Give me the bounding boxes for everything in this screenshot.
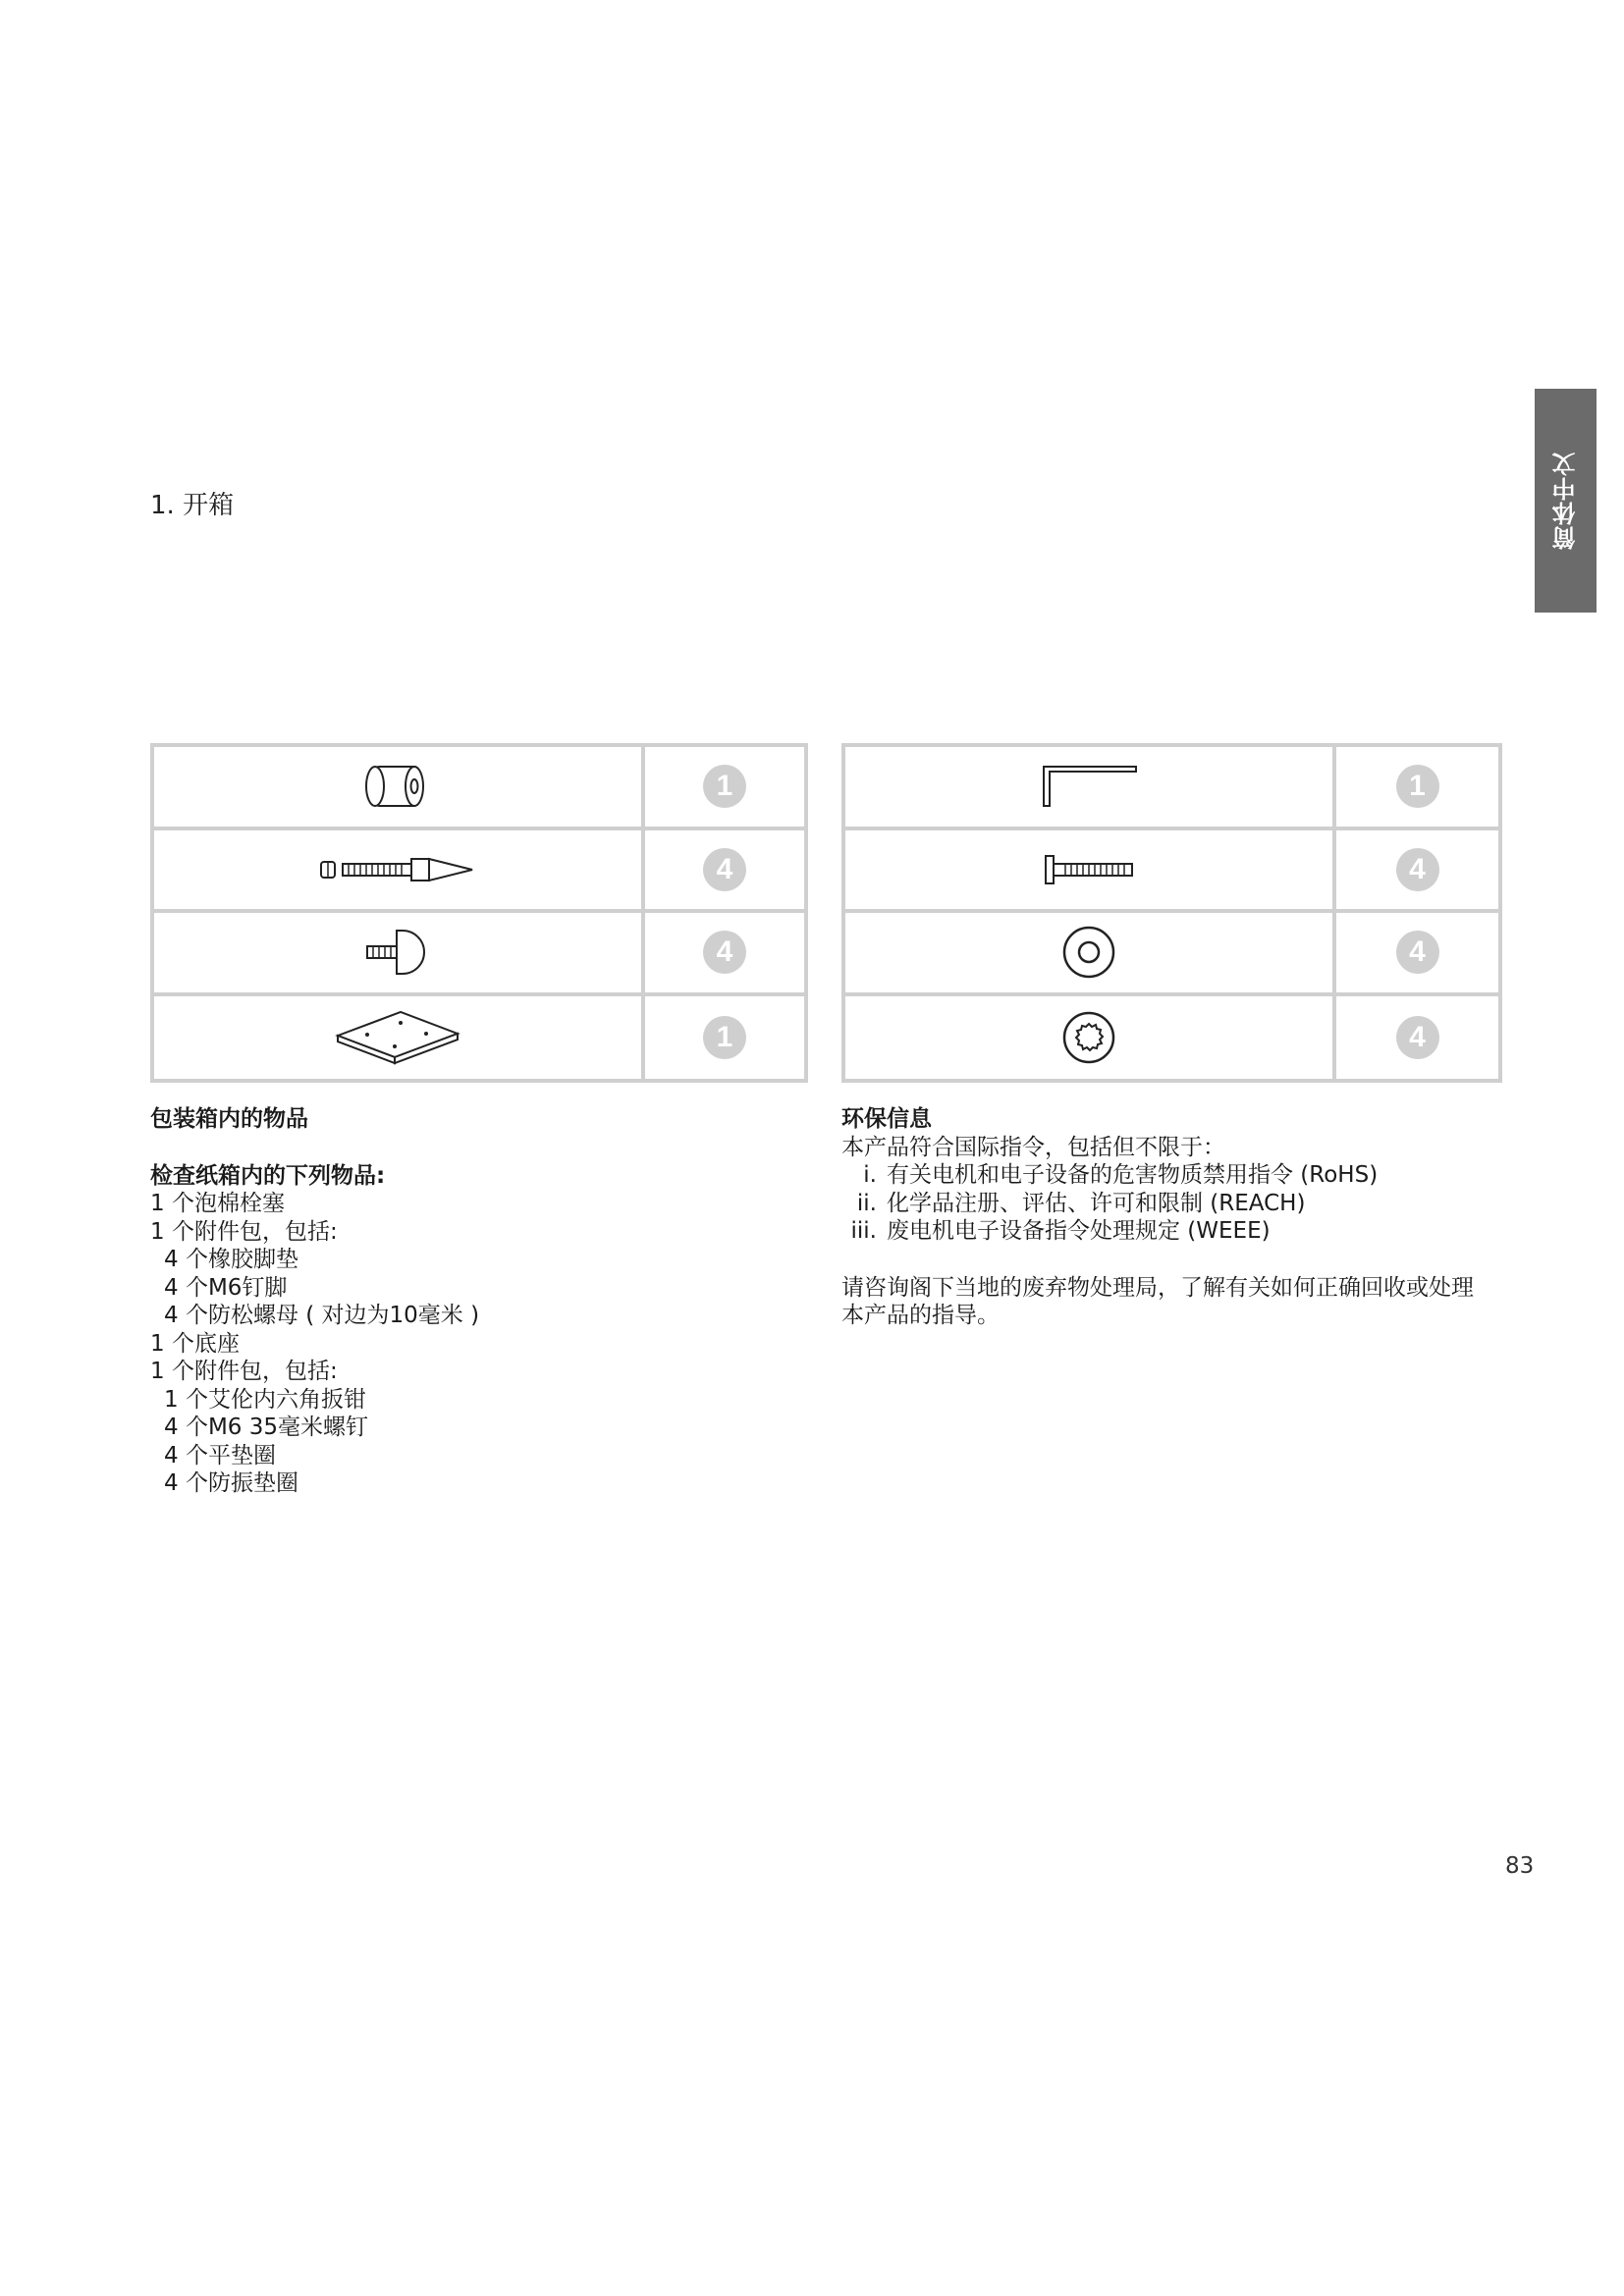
disposal-note-line: 本产品的指导。 (841, 1303, 1000, 1328)
quantity-badge: 4 (1396, 1016, 1439, 1059)
part-image-cell (154, 913, 645, 992)
table-row (154, 747, 804, 830)
part-image-cell (845, 996, 1336, 1080)
list-text: 化学品注册、评估、许可和限制 (REACH) (887, 1190, 1306, 1216)
part-image-cell (154, 830, 645, 910)
list-item: 1 个泡棉栓塞 (150, 1191, 285, 1216)
quantity-cell (645, 830, 804, 910)
part-image-cell (845, 913, 1336, 992)
environment-title: 环保信息 (841, 1106, 932, 1132)
quantity-badge: 1 (703, 1016, 746, 1059)
list-item: 4 个M6 35毫米螺钉 (164, 1415, 368, 1440)
quantity-badge: 1 (703, 765, 746, 808)
spike-foot-icon (319, 853, 476, 886)
package-contents (150, 1105, 779, 1498)
list-item: 4 个防振垫圈 (164, 1470, 298, 1496)
part-image-cell (845, 830, 1336, 910)
table-row (845, 747, 1498, 830)
part-image-cell (154, 996, 645, 1080)
list-item (843, 1217, 1509, 1246)
language-tab (1535, 389, 1597, 613)
list-number: ii. (856, 1190, 877, 1216)
disposal-note-line: 请咨询阁下当地的废弃物处理局，了解有关如何正确回收或处理 (841, 1274, 1474, 1301)
list-item: 4 个平垫圈 (164, 1442, 276, 1468)
parts-table-right (841, 743, 1502, 1083)
quantity-cell (645, 747, 804, 827)
list-text: 废电机电子设备指令处理规定 (WEEE) (887, 1218, 1271, 1244)
contents-title: 包装箱内的物品 (150, 1106, 308, 1132)
list-number: i. (863, 1162, 877, 1188)
lock-washer-icon (1061, 1010, 1116, 1065)
list-item: 1 个附件包，包括: (150, 1218, 338, 1245)
list-item: 1 个底座 (150, 1330, 240, 1357)
quantity-badge: 4 (703, 931, 746, 974)
quantity-cell (1336, 830, 1498, 910)
quantity-cell (1336, 913, 1498, 992)
list-item: 4 个橡胶脚垫 (164, 1247, 298, 1272)
quantity-cell (645, 996, 804, 1080)
quantity-badge: 1 (1396, 765, 1439, 808)
quantity-cell (1336, 747, 1498, 827)
language-tab-label: 简体中文 (1552, 452, 1580, 550)
quantity-cell (645, 913, 804, 992)
quantity-badge: 4 (1396, 931, 1439, 974)
list-item: 4 个防松螺母 ( 对边为10毫米 ) (164, 1303, 480, 1328)
list-item: 1 个艾伦内六角扳钳 (164, 1386, 366, 1413)
screw-icon (1044, 853, 1134, 886)
quantity-cell (1336, 996, 1498, 1080)
list-item: 4 个M6钉脚 (164, 1274, 288, 1301)
section-heading: 1. 开箱 (150, 491, 235, 520)
table-row (154, 913, 804, 996)
table-row (845, 830, 1498, 914)
list-item (843, 1161, 1509, 1190)
list-number: iii. (850, 1218, 877, 1244)
table-row (845, 913, 1498, 996)
environmental-info (841, 1105, 1509, 1330)
environment-intro: 本产品符合国际指令，包括但不限于： (841, 1134, 1225, 1160)
contents-list (150, 1190, 779, 1498)
part-image-cell (845, 747, 1336, 827)
table-row (154, 996, 804, 1080)
allen-key-icon (1040, 763, 1138, 810)
quantity-badge: 4 (1396, 848, 1439, 891)
page-number: 83 (1505, 1853, 1535, 1879)
directive-list (841, 1161, 1509, 1246)
quantity-badge: 4 (703, 848, 746, 891)
contents-subtitle: 检查纸箱内的下列物品: (150, 1162, 386, 1189)
base-plate-icon (334, 1008, 461, 1067)
part-image-cell (154, 747, 645, 827)
list-item (843, 1190, 1509, 1218)
table-row (154, 830, 804, 914)
flat-washer-icon (1061, 925, 1116, 980)
list-text: 有关电机和电子设备的危害物质禁用指令 (RoHS) (887, 1162, 1379, 1188)
rubber-foot-pad-icon (363, 928, 432, 977)
table-row (845, 996, 1498, 1080)
foam-plug-icon (363, 762, 432, 811)
parts-table-left (150, 743, 808, 1083)
list-item: 1 个附件包，包括: (150, 1359, 338, 1384)
